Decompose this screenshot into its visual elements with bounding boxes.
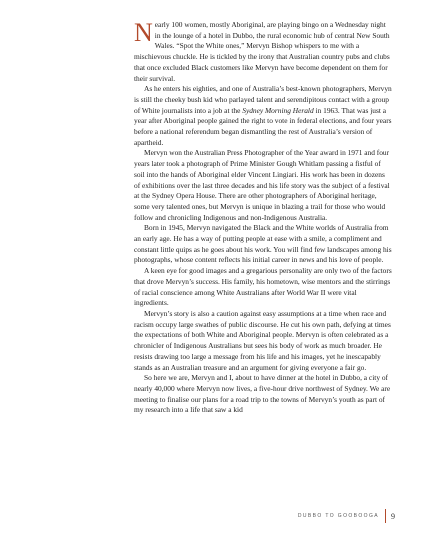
body-text: [134, 20, 392, 416]
paragraph-6: Mervyn’s story is also a caution against easy assumptions at a time when race and racism occupy large swathes of public discourse. He cut his own path, defying at times the expectations of both White and Aboriginal people. Mervyn is often celebrated as a chronicler of Indigenous Australians but sees his body of work as much broader. He resists drawing too large a message from his life and his images, yet he inescapably stands as an Australian treasure and an argument for giving everyone a fair go.: [134, 308, 391, 372]
paragraph-5: A keen eye for good images and a gregarious personality are only two of the factors that drove Mervyn’s success. His family, his hometown, wise mentors and the stirrings of racial conscience among White Australians after World War II were vital ingredients.: [134, 266, 392, 308]
paragraph-1: [134, 20, 392, 84]
paragraph-2: [134, 84, 392, 148]
paragraph-2-text-before: As he enters his eighties, and one of Australia’s best-known photographers, Mervyn is still the cheeky bush kid who parlayed talent and serendipitous contact with a group of White journalists into a job at the: [134, 84, 392, 115]
page-number: 9: [391, 511, 395, 521]
running-head: DUBBO TO GOOBOOGA: [297, 513, 379, 519]
paragraph-3: Mervyn won the Australian Press Photographer of the Year award in 1971 and four years later took a photograph of Prime Minister Gough Whitlam passing a fistful of soil into the hands of Aboriginal elder Vincent Lingiari. His work has been in dozens of exhibitions over the last three decades and his life story was the subject of a festival at the Sydney Opera House. There are other photographers of Aboriginal heritage, some very talented ones, but Mervyn is unique in blazing a trail for those who would follow and chronicling Indigenous and non-Indigenous Australia.: [134, 148, 390, 222]
page-footer: [298, 509, 395, 523]
paragraph-1-text: early 100 women, mostly Aboriginal, are playing bingo on a Wednesday night in the lounge of a hotel in Dubbo, the rural economic hub of central New South Wales. “Spot the White ones,” Mervyn Bishop whispers to me with a mischievous chuckle. He is tickled by the irony that Australian country pubs and clubs that once excluded Black customers like Mervyn have become dependent on them for their survival.: [134, 20, 390, 83]
paragraph-2-text-after: in 1963. That was just a year after Aboriginal people gained the right to vote in federal elections, and four years before a national referendum began dismantling the rest of Australia’s version of apartheid.: [134, 105, 392, 147]
drop-cap: N: [134, 18, 153, 47]
newspaper-title: Sydney Morning Herald: [242, 105, 314, 115]
paragraph-4: Born in 1945, Mervyn navigated the Black and the White worlds of Australia from an early age. He has a way of putting people at ease with a smile, a compliment and constant little quips as he goes about his work. You will find few landscapes among his photographs, whose content reflects his initial career in news and his love of people.: [134, 223, 392, 265]
paragraph-7: So here we are, Mervyn and I, about to have dinner at the hotel in Dubbo, a city of nearly 40,000 where Mervyn now lives, a five-hour drive northwest of Sydney. We are meeting to finalise our plans for a road trip to the towns of Mervyn’s youth as part of my research into a life that saw a kid: [134, 373, 391, 415]
footer-divider: [385, 509, 386, 523]
